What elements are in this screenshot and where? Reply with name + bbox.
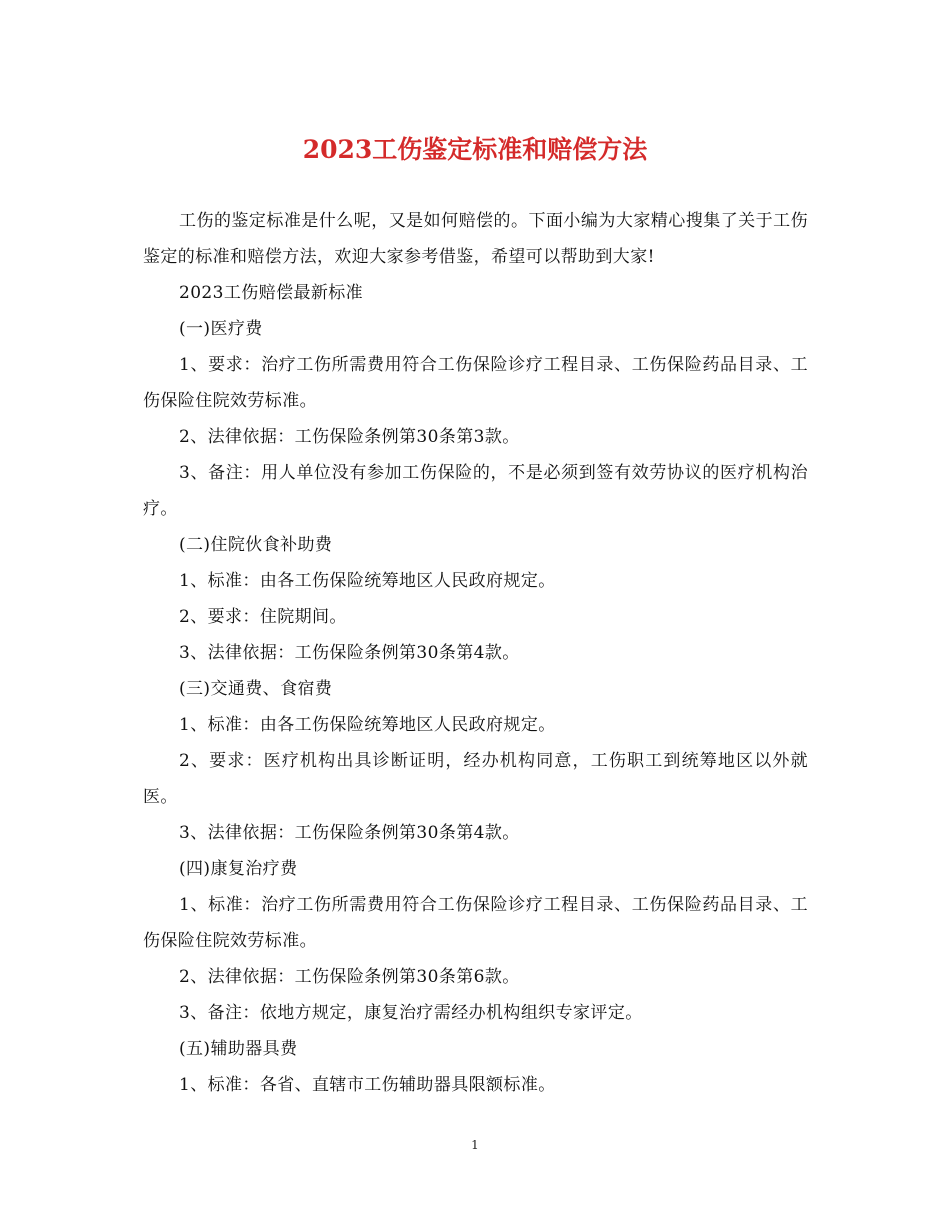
- section-heading: 2023工伤赔偿最新标准: [179, 283, 364, 303]
- subsection-heading-rehab: (四)康复治疗费: [179, 859, 298, 879]
- list-item: 3、法律依据：工伤保险条例第30条第4款。: [179, 643, 520, 663]
- list-item: 1、要求：治疗工伤所需费用符合工伤保险诊疗工程目录、工伤保险药品目录、工伤保险住院效劳标准。: [143, 355, 808, 411]
- subsection-heading-medical: (一)医疗费: [179, 319, 263, 339]
- list-item: 3、备注：用人单位没有参加工伤保险的，不是必须到签有效劳协议的医疗机构治疗。: [143, 463, 808, 519]
- document-body: [143, 203, 808, 1103]
- page-number: 1: [471, 1138, 479, 1152]
- list-item: 1、标准：由各工伤保险统筹地区人民政府规定。: [179, 571, 556, 591]
- list-item: 3、备注：依地方规定，康复治疗需经办机构组织专家评定。: [179, 1003, 643, 1023]
- subsection-heading-transport: (三)交通费、食宿费: [179, 679, 333, 699]
- list-item: 1、标准：治疗工伤所需费用符合工伤保险诊疗工程目录、工伤保险药品目录、工伤保险住院效劳标准。: [143, 895, 808, 951]
- list-item: 2、要求：住院期间。: [179, 607, 347, 627]
- list-item: 3、法律依据：工伤保险条例第30条第4款。: [179, 823, 520, 843]
- document-title: 2023工伤鉴定标准和赔偿方法: [302, 135, 648, 164]
- paragraph-intro: 工伤的鉴定标准是什么呢，又是如何赔偿的。下面小编为大家精心搜集了关于工伤鉴定的标准和赔偿方法，欢迎大家参考借鉴，希望可以帮助到大家!: [143, 211, 808, 267]
- subsection-heading-aids: (五)辅助器具费: [179, 1039, 298, 1059]
- list-item: 2、法律依据：工伤保险条例第30条第3款。: [179, 427, 520, 447]
- subsection-heading-meal: (二)住院伙食补助费: [179, 535, 333, 555]
- list-item: 2、法律依据：工伤保险条例第30条第6款。: [179, 967, 520, 987]
- list-item: 2、要求：医疗机构出具诊断证明，经办机构同意，工伤职工到统筹地区以外就医。: [143, 751, 808, 807]
- list-item: 1、标准：各省、直辖市工伤辅助器具限额标准。: [179, 1075, 556, 1095]
- list-item: 1、标准：由各工伤保险统筹地区人民政府规定。: [179, 715, 556, 735]
